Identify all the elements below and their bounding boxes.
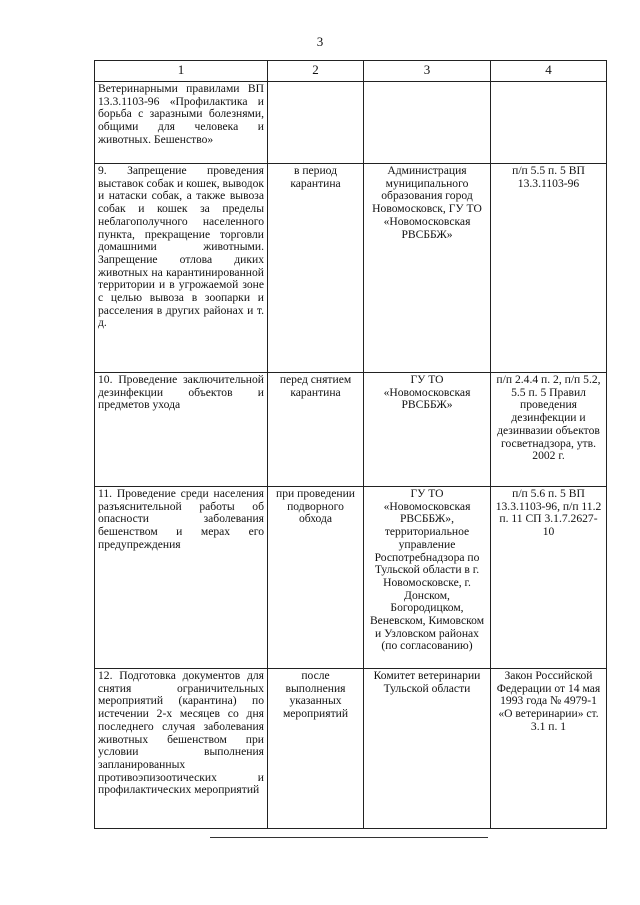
measure-cell: 10. Проведение заключительной дезинфекции объектов и предметов ухода: [95, 373, 268, 487]
responsible-cell: [364, 82, 491, 164]
table-row: [95, 373, 607, 487]
column-number-header: [95, 61, 607, 82]
table-row: [95, 487, 607, 669]
basis-cell: п/п 5.5 п. 5 ВП 13.3.1103-96: [491, 164, 607, 373]
timing-cell: в период карантина: [268, 164, 364, 373]
responsible-cell: ГУ ТО «Новомосковская РВСББЖ»: [364, 373, 491, 487]
table-row: [95, 164, 607, 373]
timing-cell: [268, 82, 364, 164]
timing-cell: после выполнения указанных мероприятий: [268, 669, 364, 829]
measure-cell: 11. Проведение среди населения разъяснительной работы об опасности заболевания бешенством и мерах его предупреждения: [95, 487, 268, 669]
measures-table: [94, 60, 607, 829]
page-number: 3: [316, 34, 324, 49]
basis-cell: п/п 5.6 п. 5 ВП 13.3.1103-96, п/п 11.2 п. 11 СП 3.1.7.2627-10: [491, 487, 607, 669]
responsible-cell: Администрация муниципального образования город Новомосковск, ГУ ТО «Новомосковская РВСББЖ»: [364, 164, 491, 373]
column-header-1: 1: [95, 61, 268, 82]
basis-cell: Закон Российской Федерации от 14 мая 1993 года № 4979-1 «О ветеринарии» ст. 3.1 п. 1: [491, 669, 607, 829]
measure-cell: 9. Запрещение проведения выставок собак и кошек, выводок и натаски собак, а также вывоза собак и кошек за пределы неблагополучного населенного пункта, прекращение торговли домашними животными. Запрещение отлова диких животных на карантинированной территории и в угрожаемой зоне с целью вывоза в зоопарки и расселения в других районах и т. д.: [95, 164, 268, 373]
responsible-cell: Комитет ветеринарии Тульской области: [364, 669, 491, 829]
basis-cell: п/п 2.4.4 п. 2, п/п 5.2, 5.5 п. 5 Правил проведения дезинфекции и дезинвазии объектов госветнадзора, утв. 2002 г.: [491, 373, 607, 487]
table-row: [95, 82, 607, 164]
column-header-2: 2: [268, 61, 364, 82]
end-rule: [210, 837, 488, 838]
column-header-3: 3: [364, 61, 491, 82]
table-row: [95, 669, 607, 829]
timing-cell: перед снятием карантина: [268, 373, 364, 487]
measure-cell: Ветеринарными правилами ВП 13.3.1103-96 «Профилактика и борьба с заразными болезнями, общими для человека и животных. Бешенство»: [95, 82, 268, 164]
column-header-4: 4: [491, 61, 607, 82]
timing-cell: при проведении подворного обхода: [268, 487, 364, 669]
measure-cell: 12. Подготовка документов для снятия ограничительных мероприятий (карантина) по истечении 2-х месяцев со дня последнего случая заболевания животных бешенством при условии выполнения запланированных противоэпизоотических и профилактических мероприятий: [95, 669, 268, 829]
basis-cell: [491, 82, 607, 164]
responsible-cell: ГУ ТО «Новомосковская РВСББЖ», территориальное управление Роспотребнадзора по Тульской области в г. Новомосковске, г. Донском, Богородицком, Веневском, Кимовском и Узловском районах (по согласованию): [364, 487, 491, 669]
